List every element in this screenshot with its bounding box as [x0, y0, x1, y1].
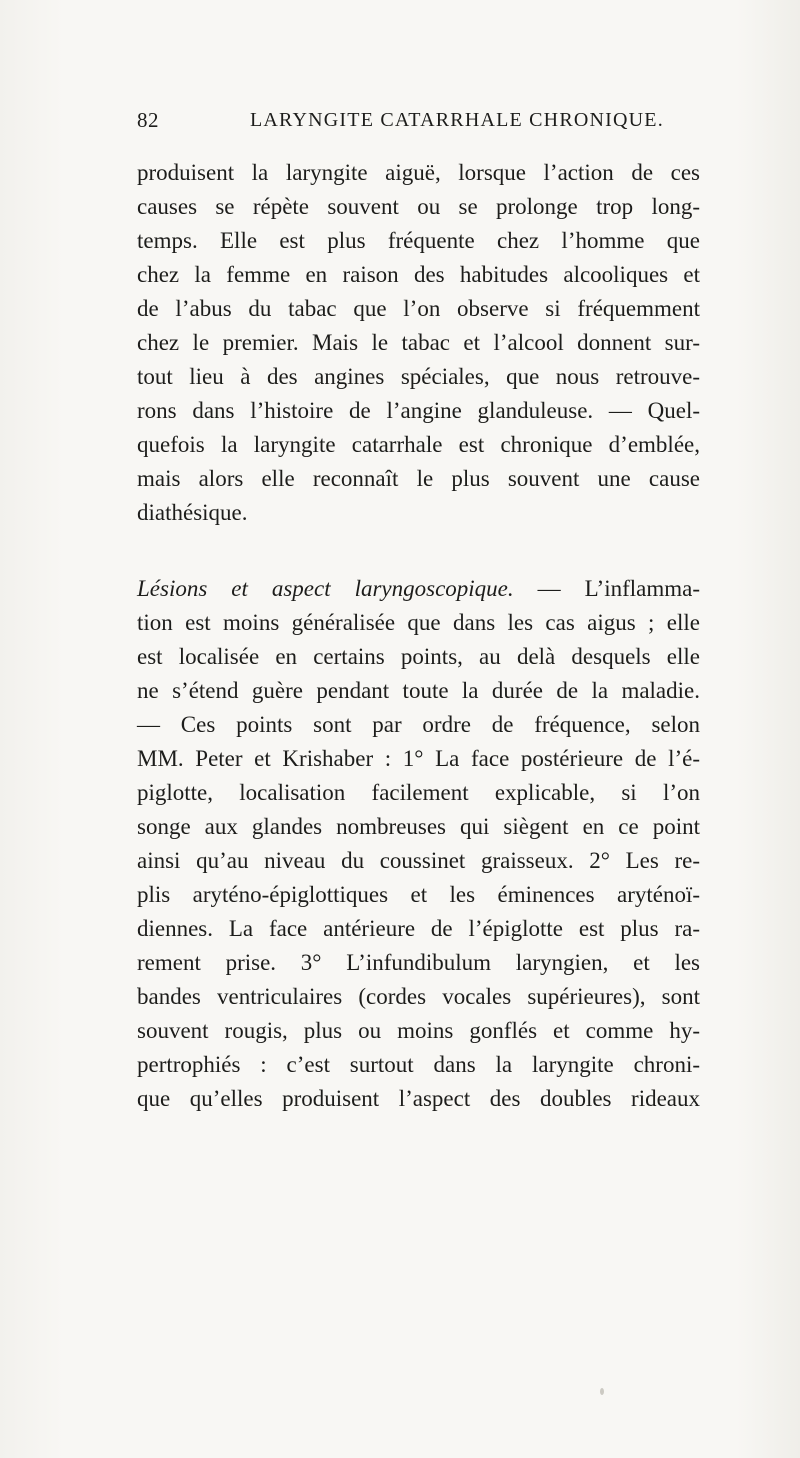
text-line: quefois la laryngite catarrhale est chronique d’emblée,	[137, 432, 700, 457]
text-line: plis aryténo-épiglottiques et les éminences aryténoï-	[137, 882, 700, 907]
text-line: pertrophiés : c’est surtout dans la laryngite chroni-	[137, 1052, 700, 1077]
text-line: ne s’étend guère pendant toute la durée de la maladie.	[137, 678, 700, 703]
text-line: ainsi qu’au niveau du coussinet graisseux. 2° Les re-	[137, 848, 700, 873]
text-line: causes se répète souvent ou se prolonge trop long-	[137, 194, 700, 219]
text-line-with-heading	[137, 572, 700, 606]
text-line: rement prise. 3° L’infundibulum laryngien, et les	[137, 950, 700, 975]
text-line: est localisée en certains points, au delà desquels elle	[137, 644, 700, 669]
text-line: MM. Peter et Krishaber : 1° La face postérieure de l’é-	[137, 746, 700, 771]
body-text	[137, 156, 700, 1116]
heading-line-rest: — L’inflamma-	[513, 576, 700, 601]
paragraph-etiology	[137, 156, 700, 530]
text-line: diathésique.	[137, 500, 248, 525]
page-number: 82	[137, 108, 159, 132]
paper-speck	[600, 1388, 604, 1395]
text-line: de l’abus du tabac que l’on observe si fréquemment	[137, 296, 700, 321]
text-line: chez la femme en raison des habitudes alcooliques et	[137, 262, 700, 287]
text-line: temps. Elle est plus fréquente chez l’homme que	[137, 228, 700, 253]
text-line: rons dans l’histoire de l’angine glanduleuse. — Quel-	[137, 398, 700, 423]
text-line: que qu’elles produisent l’aspect des doubles rideaux	[137, 1086, 700, 1111]
text-line: bandes ventriculaires (cordes vocales supérieures), sont	[137, 984, 700, 1009]
running-head: LARYNGITE CATARRHALE CHRONIQUE.	[250, 109, 664, 131]
text-line: — Ces points sont par ordre de fréquence, selon	[137, 712, 700, 737]
text-line: tout lieu à des angines spéciales, que nous retrouve-	[137, 364, 700, 389]
text-line: souvent rougis, plus ou moins gonflés et comme hy-	[137, 1018, 700, 1043]
text-line: piglotte, localisation facilement explicable, si l’on	[137, 780, 700, 805]
text-line: songe aux glandes nombreuses qui siègent en ce point	[137, 814, 700, 839]
page-header	[137, 101, 700, 139]
text-line: produisent la laryngite aiguë, lorsque l’action de ces	[137, 160, 700, 185]
paragraph-gap	[137, 530, 700, 572]
text-line: mais alors elle reconnaît le plus souvent une cause	[137, 466, 700, 491]
text-line: tion est moins généralisée que dans les cas aigus ; elle	[137, 610, 700, 635]
section-heading: Lésions et aspect laryngoscopique.	[137, 576, 514, 601]
paragraph-lesions	[137, 572, 700, 1116]
text-line: diennes. La face antérieure de l’épiglotte est plus ra-	[137, 916, 700, 941]
text-line: chez le premier. Mais le tabac et l’alcool donnent sur-	[137, 330, 700, 355]
